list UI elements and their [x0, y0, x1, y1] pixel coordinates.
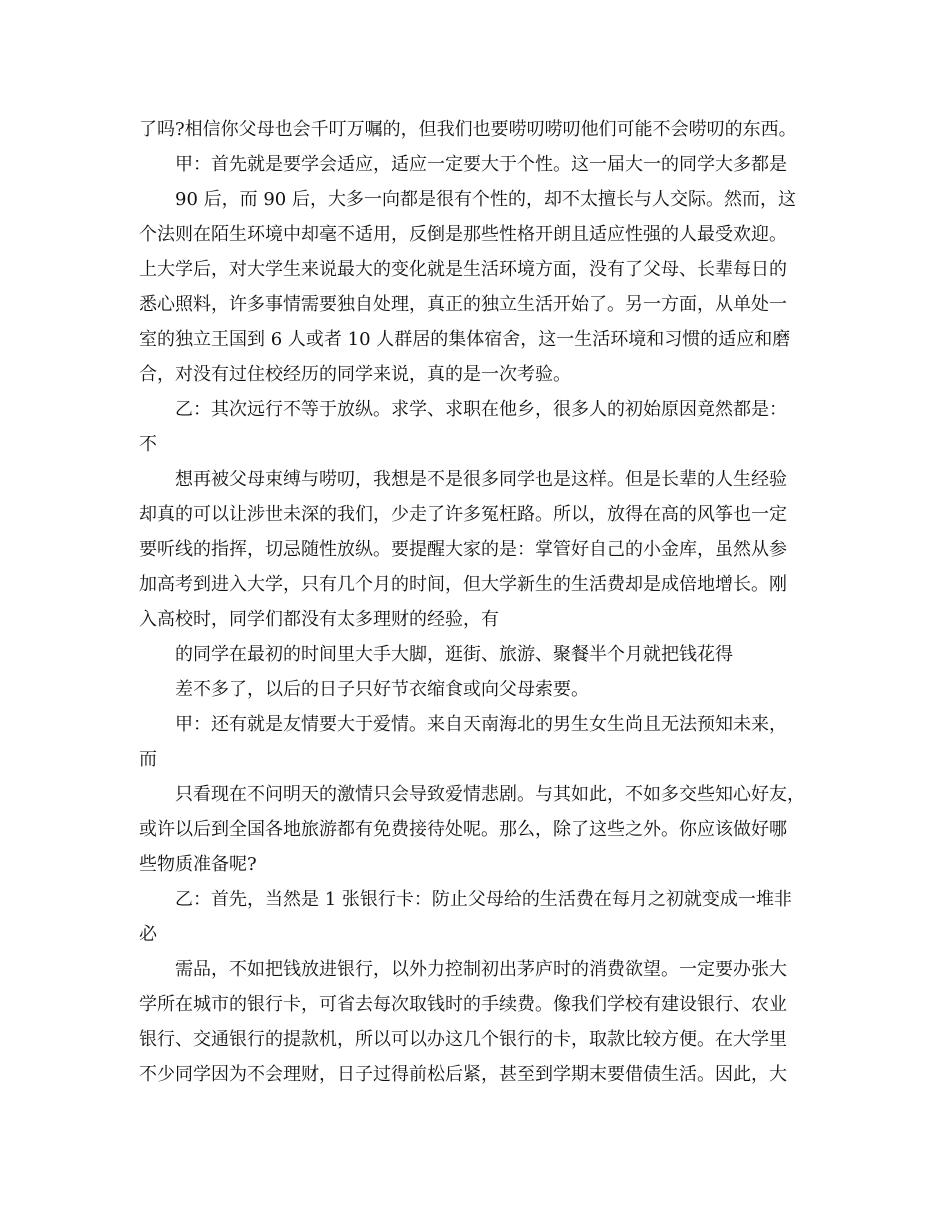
text-line: 室的独立王国到 6 人或者 10 人群居的集体宿舍，这一生活环境和习惯的适应和磨 [139, 329, 791, 350]
text-line: 上大学后，对大学生来说最大的变化就是生活环境方面，没有了父母、长辈每日的 [139, 259, 787, 280]
text-line: 些物质准备呢? [139, 854, 257, 875]
text-line: 悉心照料，许多事情需要独自处理，真正的独立生活开始了。另一方面，从单处一 [139, 294, 787, 315]
text-line: 需品，不如把钱放进银行，以外力控制初出茅庐时的消费欲望。一定要办张大 [175, 959, 787, 980]
text-line: 或许以后到全国各地旅游都有免费接待处呢。那么，除了这些之外。你应该做好哪 [139, 819, 787, 840]
text-line: 乙：其次远行不等于放纵。求学、求职在他乡，很多人的初始原因竟然都是： [175, 399, 787, 420]
text-line: 乙：首先，当然是 1 张银行卡：防止父母给的生活费在每月之初就变成一堆非 [175, 889, 792, 910]
text-line: 90 后，而 90 后，大多一向都是很有个性的，却不太擅长与人交际。然而，这 [175, 189, 796, 210]
text-line: 的同学在最初的时间里大手大脚，逛街、旅游、聚餐半个月就把钱花得 [175, 644, 733, 665]
text-line: 差不多了，以后的日子只好节衣缩食或向父母索要。 [175, 679, 589, 700]
text-line: 却真的可以让涉世未深的我们，少走了许多冤枉路。所以，放得在高的风筝也一定 [139, 504, 787, 525]
text-line: 不 [139, 434, 157, 455]
text-line: 而 [139, 749, 157, 770]
text-line: 甲：首先就是要学会适应，适应一定要大于个性。这一届大一的同学大多都是 [175, 154, 787, 175]
text-line: 了吗?相信你父母也会千叮万嘱的，但我们也要唠叨唠叨他们可能不会唠叨的东西。 [139, 119, 797, 140]
text-line: 只看现在不问明天的激情只会导致爱情悲剧。与其如此，不如多交些知心好友， [175, 784, 805, 805]
text-line: 合，对没有过住校经历的同学来说，真的是一次考验。 [139, 364, 571, 385]
text-line: 要听线的指挥，切忌随性放纵。要提醒大家的是：掌管好自己的小金库，虽然从参 [139, 539, 787, 560]
text-line: 银行、交通银行的提款机，所以可以办这几个银行的卡，取款比较方便。在大学里 [139, 1029, 787, 1050]
text-line: 甲：还有就是友情要大于爱情。来自天南海北的男生女生尚且无法预知未来， [175, 714, 787, 735]
text-line: 想再被父母束缚与唠叨，我想是不是很多同学也是这样。但是长辈的人生经验 [175, 469, 787, 490]
text-line: 个法则在陌生环境中却毫不适用，反倒是那些性格开朗且适应性强的人最受欢迎。 [139, 224, 787, 245]
text-line: 不少同学因为不会理财，日子过得前松后紧，甚至到学期末要借债生活。因此，大 [139, 1064, 787, 1085]
text-line: 学所在城市的银行卡，可省去每次取钱时的手续费。像我们学校有建设银行、农业 [139, 994, 787, 1015]
text-line: 必 [139, 924, 157, 945]
text-line: 入高校时，同学们都没有太多理财的经验，有 [139, 609, 499, 630]
text-line: 加高考到进入大学，只有几个月的时间，但大学新生的生活费却是成倍地增长。刚 [139, 574, 787, 595]
